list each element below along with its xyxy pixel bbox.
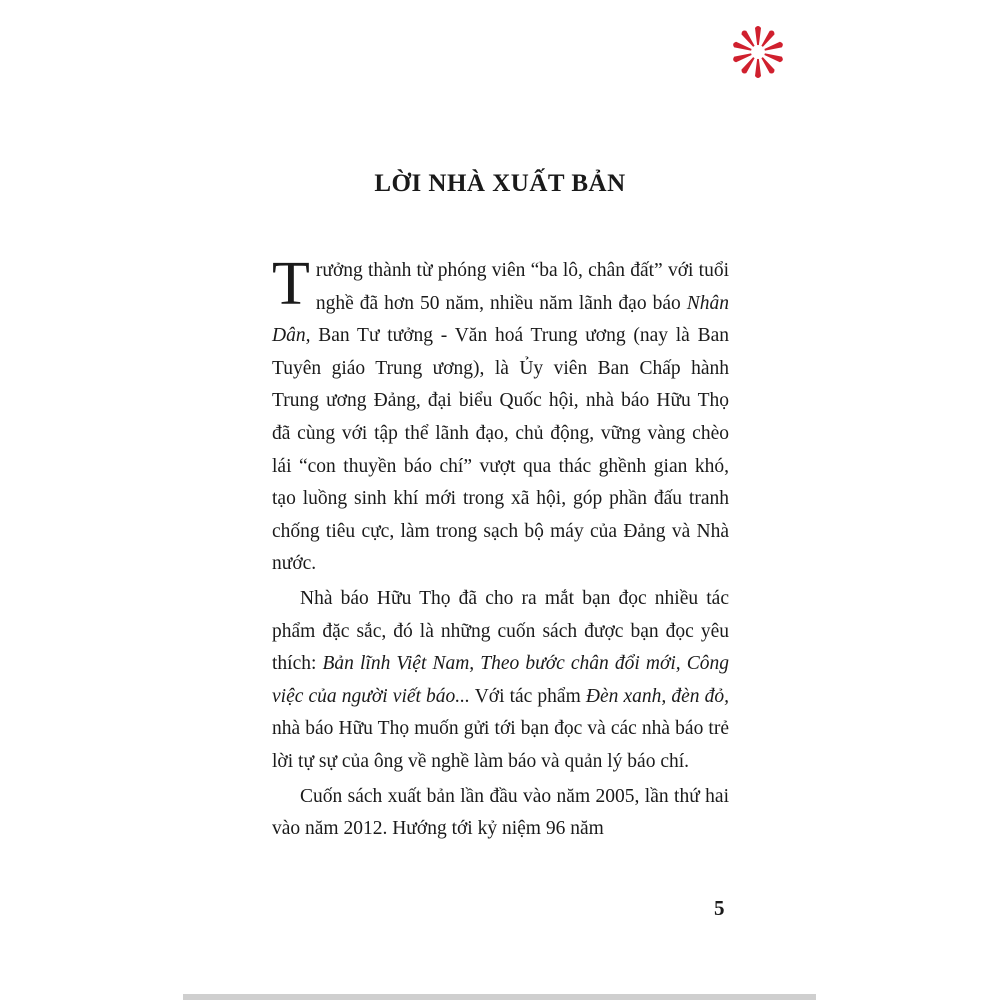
logo-center <box>751 45 765 59</box>
drop-cap: T <box>272 250 310 318</box>
paragraph-3: Cuốn sách xuất bản lần đầu vào năm 2005, lần thứ hai vào năm 2012. Hướng tới kỷ niệm 96 năm <box>272 785 729 840</box>
page-title: LỜI NHÀ XUẤT BẢN <box>374 170 626 197</box>
paragraph-2-italic-a: Bản lĩnh Việt Nam, Theo bước chân đổi mới, Công việc của người viết báo... <box>272 653 729 707</box>
paragraph-1-italic: Nhân Dân, <box>272 292 729 347</box>
paragraph-1 <box>272 250 729 581</box>
bottom-divider <box>183 994 816 1000</box>
body-text <box>272 250 729 846</box>
paragraph-1-text-b: Ban Tư tưởng - Văn hoá Trung ương (nay là Ban Tuyên giáo Trung ương), là Ủy viên Ban Chấp hành Trung ương Đảng, đại biểu Quốc hội, nhà báo Hữu Thọ đã cùng với tập thể lãnh đạo, chủ động, vững vàng chèo lái “con thuyền báo chí” vượt qua thác ghềnh gian khó, tạo luồng sinh khí mới trong xã hội, góp phần đấu tranh chống tiêu cực, làm trong sạch bộ máy của Đảng và Nhà nước. <box>272 325 729 575</box>
paragraph-2-text-b: Với tác phẩm <box>469 685 586 707</box>
paragraph-2-text-a: Nhà báo Hữu Thọ đã cho ra mắt bạn đọc nhiều tác phẩm đặc sắc, đó là những cuốn sách được bạn đọc yêu thích: <box>272 587 729 675</box>
paragraph-2-italic-b: Đèn xanh, đèn đỏ, <box>585 685 729 707</box>
red-starburst-logo-icon <box>728 22 788 82</box>
paragraph-1-text-a: rưởng thành từ phóng viên “ba lô, chân đất” với tuổi nghề đã hơn 50 năm, nhiều năm lãnh đạo báo <box>315 260 729 314</box>
paragraph-2 <box>272 583 729 779</box>
page-number: 5 <box>714 896 725 920</box>
paragraph-2-text-c: nhà báo Hữu Thọ muốn gửi tới bạn đọc và các nhà báo trẻ lời tự sự của ông về nghề làm báo và quản lý báo chí. <box>272 718 729 772</box>
